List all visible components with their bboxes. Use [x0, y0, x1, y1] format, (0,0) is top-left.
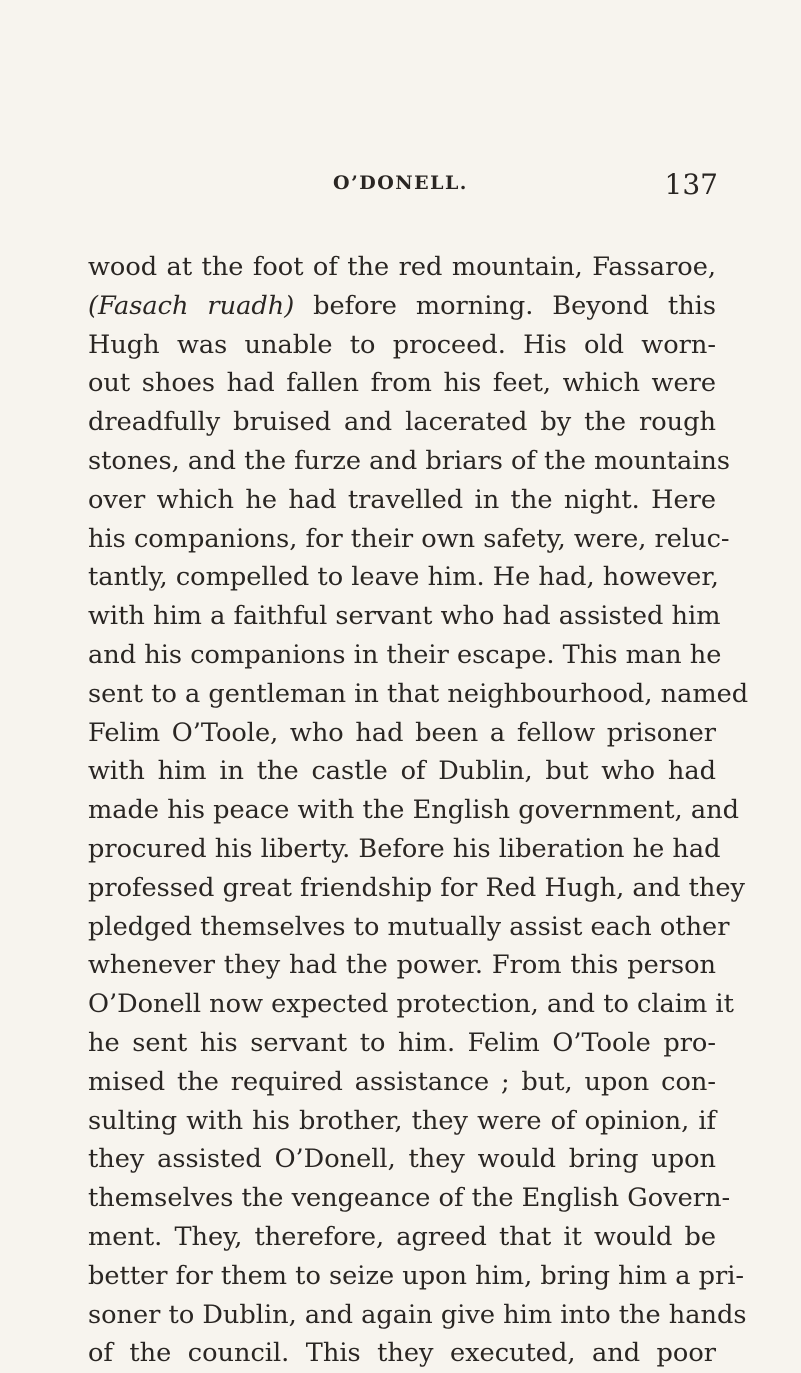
text-line: sulting with his brother, they were of opinion, if	[88, 1105, 716, 1136]
text-line: better for them to seize upon him, bring him a pri-	[88, 1260, 745, 1291]
text-line: wood at the foot of the red mountain, Fassaroe,	[88, 252, 716, 282]
text-line: with him a faithful servant who had assisted him	[88, 601, 721, 632]
text-line: sent to a gentleman in that neighbourhood, named	[88, 678, 749, 709]
text-line: mised the required assistance ; but, upon con-	[88, 1066, 716, 1097]
body-text	[88, 248, 749, 1373]
running-head	[0, 168, 801, 202]
text-line: stones, and the furze and briars of the mountains	[88, 445, 731, 476]
text-line-italic-phrase	[88, 287, 716, 326]
text-line: made his peace with the English government, and	[88, 795, 739, 826]
text-line: themselves the vengeance of the English Govern-	[88, 1183, 731, 1214]
text-line: they assisted O’Donell, they would bring upon	[88, 1144, 716, 1175]
text-line: ment. They, therefore, agreed that it would be	[88, 1221, 716, 1252]
text-line: over which he had travelled in the night. Here	[88, 484, 716, 515]
text-line: of the council. This they executed, and poor	[88, 1338, 716, 1369]
text-line: whenever they had the power. From this person	[88, 950, 716, 981]
text-line: he sent his servant to him. Felim O’Toole pro-	[88, 1027, 716, 1058]
text-line: procured his liberty. Before his liberation he had	[88, 833, 721, 864]
text-line: with him in the castle of Dublin, but who had	[88, 756, 716, 787]
text-line: professed great friendship for Red Hugh, and they	[88, 872, 746, 903]
text-line: O’Donell now expected protection, and to claim it	[88, 989, 734, 1020]
text-line: out shoes had fallen from his feet, which were	[88, 368, 716, 399]
text-line: soner to Dublin, and again give him into the hands	[88, 1299, 747, 1330]
text-line: Hugh was unable to proceed. His old worn-	[88, 329, 716, 360]
text-line: dreadfully bruised and lacerated by the rough	[88, 407, 716, 438]
italic-phrase: (Fasach ruadh)	[88, 290, 295, 321]
running-title: O’DONELL.	[333, 172, 468, 194]
line-remainder: before morning. Beyond this	[313, 290, 716, 321]
page-number: 137	[664, 168, 718, 201]
text-line: his companions, for their own safety, were, reluc-	[88, 523, 730, 554]
text-line: pledged themselves to mutually assist each other	[88, 911, 730, 942]
text-line: Felim O’Toole, who had been a fellow prisoner	[88, 717, 716, 748]
text-line: tantly, compelled to leave him. He had, however,	[88, 562, 719, 593]
text-line: and his companions in their escape. This man he	[88, 639, 722, 670]
